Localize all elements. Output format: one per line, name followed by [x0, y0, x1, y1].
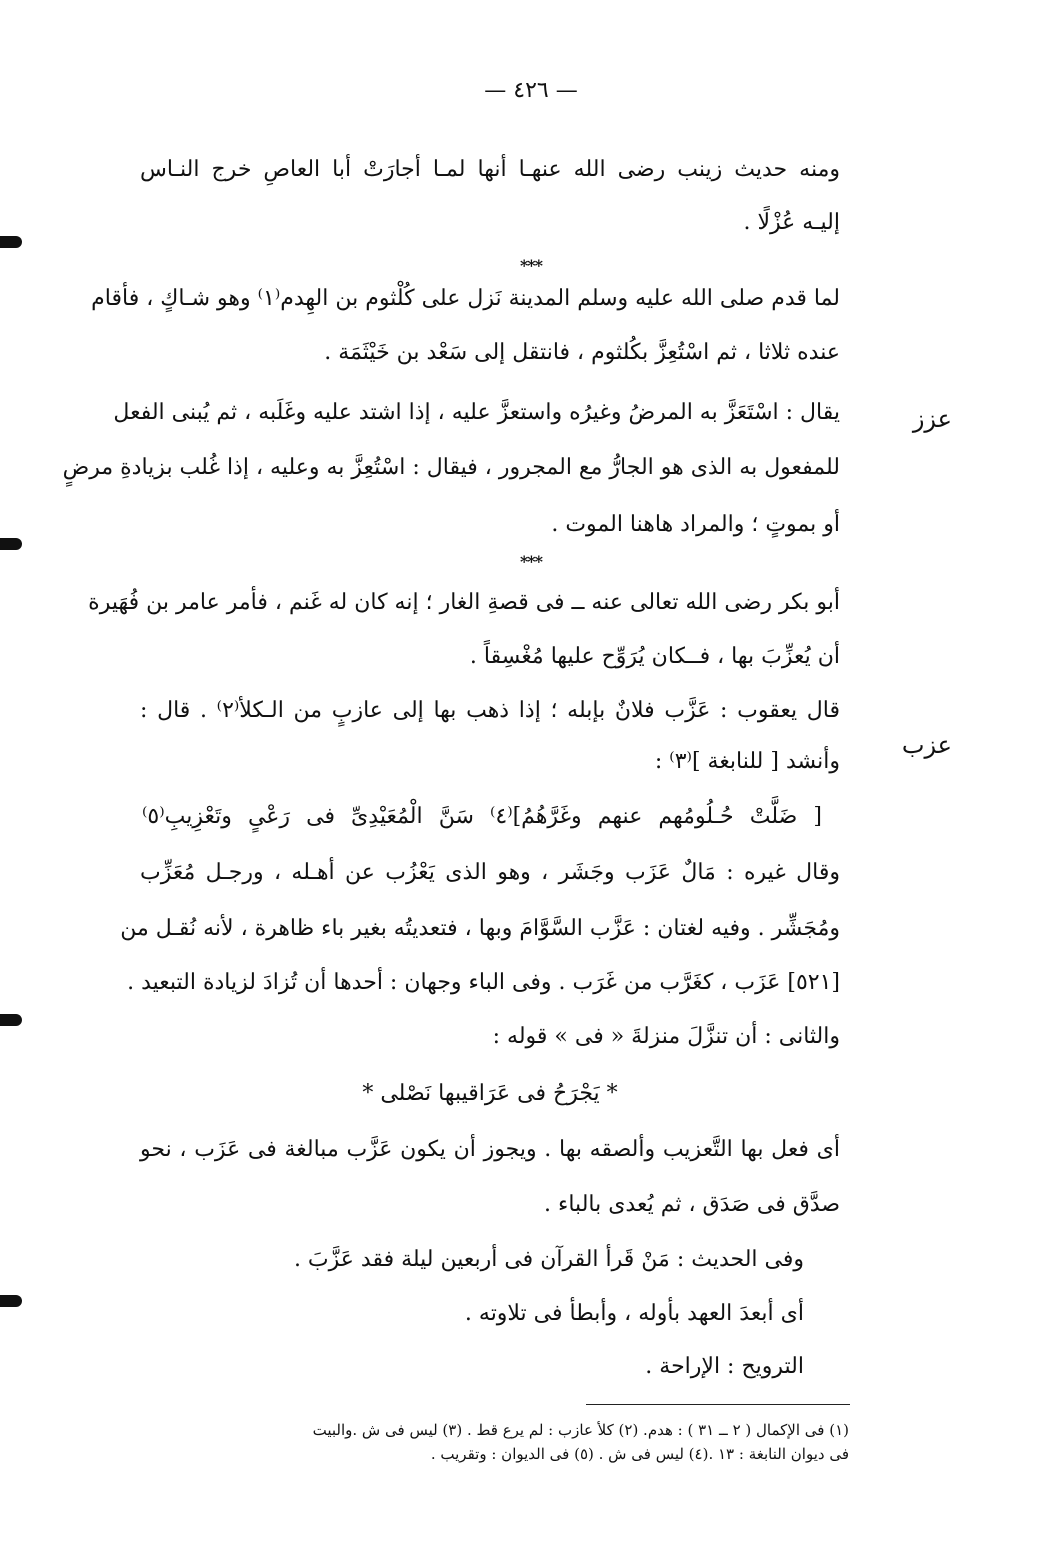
footnote-line: فى ديوان النابغة : ١٣ .(٤) ليس فى ش . (٥) فى الديوان : وتقريب .	[430, 1445, 849, 1463]
section-separator: ***	[519, 256, 543, 275]
verse-line: * يَجْرَحُ فى عَرَاقيبها نَصْلى *	[362, 1081, 618, 1106]
page-number: — ٤٢٦ —	[484, 78, 578, 103]
body-line: وأنشد [ للنابغة ]⁽٣⁾ :	[654, 749, 840, 774]
binding-mark	[0, 538, 22, 550]
body-line: الترويح : الإراحة .	[645, 1354, 804, 1379]
body-line: ومُجَشِّر . وفيه لغتان : عَزَّب السَّوَّامَ وبها ، فتعديتُه بغير باء ظاهرة ، لأنه نُقـل من	[120, 916, 840, 941]
body-line: أى فعل بها التَّعزيب وألصقه بها . ويجوز أن يكون عَزَّب مبالغة فى عَزَب ، نحو	[140, 1137, 840, 1162]
body-line: [٥٢١] عَزَب ، كغَرَّب من غَرَب . وفى الباء وجهان : أحدها أن تُزادَ لزيادة التبعيد .	[127, 970, 840, 995]
footnote-divider	[586, 1404, 850, 1405]
binding-mark	[0, 1295, 22, 1307]
entry-word: عزز	[912, 405, 952, 433]
binding-mark	[0, 1014, 22, 1026]
body-line: وفى الحديث : مَنْ قَرأ القرآن فى أربعين ليلة فقد عَزَّبَ .	[293, 1247, 804, 1272]
body-line: أى أبعدَ العهد بأوله ، وأبطأ فى تلاوته .	[464, 1301, 804, 1326]
body-line: أن يُعزِّبَ بها ، فــكان يُرَوِّح عليها مُغْسِقاً .	[469, 644, 840, 669]
verse-line: [ ضَلَّتْ حُـلُومُهم عنهم وغَرَّهُمُ]⁽٤⁾ سَنَّ الْمُعَيْدِىِّ فى رَعْىٍ وتَعْزِيبِ⁽٥⁾	[142, 804, 822, 829]
body-line: يقال : اسْتَعَزَّ به المرضُ وغيرُه واستعزَّ عليه ، إذا اشتد عليه وغَلَبه ، ثم يُبنى الفعل	[113, 400, 840, 425]
binding-mark	[0, 236, 22, 248]
body-line: عنده ثلاثا ، ثم اسْتُعِزَّ بكُلثوم ، فانتقل إلى سَعْد بن خَيْثَمَة .	[324, 340, 840, 365]
body-line: للمفعول به الذى هو الجارُّ مع المجرور ، فيقال : اسْتُعِزَّ به وعليه ، إذا غُلب بزيادةِ مرضٍ	[62, 455, 840, 480]
body-line: والثانى : أن تنزَّلَ منزلةَ « فى » قوله :	[492, 1024, 840, 1049]
body-line: أبو بكر رضى الله تعالى عنه ــ فى قصةِ الغار ؛ إنه كان له غَنم ، فأمر عامر بن فُهَيرة	[88, 590, 840, 615]
body-line: أو بموتٍ ؛ والمراد هاهنا الموت .	[551, 512, 840, 537]
body-line: ومنه حديث زينب رضى الله عنهـا أنها لمـا أجارَتْ أبا العاصِ خرج النـاس	[140, 157, 840, 182]
body-line: قال يعقوب : عَزَّب فلانٌ بإبله ؛ إذا ذهب بها إلى عازبٍ من الـكلأ⁽٢⁾ . قال :	[140, 698, 840, 723]
body-line: صدَّق فى صَدَق ، ثم يُعدى بالباء .	[544, 1192, 840, 1217]
section-separator: ***	[519, 552, 543, 571]
body-line: وقال غيره : مَالٌ عَزَب وجَشَر ، وهو الذى يَعْزُب عن أهـله ، ورجـل مُعَزِّب	[140, 860, 840, 885]
body-line: إليـه عُزْلًا .	[743, 210, 840, 235]
body-line: لما قدم صلى الله عليه وسلم المدينة نَزل على كُلْثوم بن الهِدم⁽١⁾ وهو شـاكٍ ، فأقام	[91, 286, 840, 311]
entry-word: عزب	[901, 731, 952, 759]
footnote-line: (١) فى الإكمال ( ٢ ــ ٣١ ) : هدم. (٢) كلأ عازب : لم يرع قط . (٣) ليس فى ش .والبيت	[312, 1421, 849, 1439]
